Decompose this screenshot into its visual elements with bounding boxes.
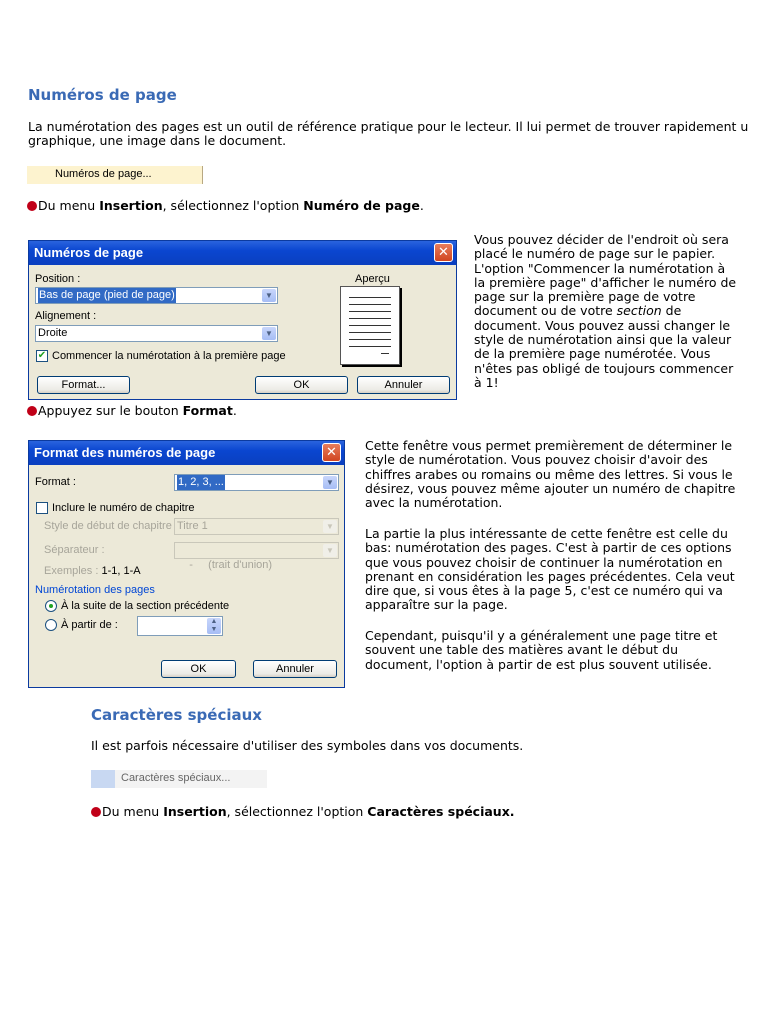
separator-select[interactable]: - (trait d'union) ▼ [174,542,339,559]
start-first-page-checkbox[interactable]: ✔ [37,350,47,361]
continue-previous-label: À la suite de la section précédente [61,600,230,612]
continue-previous-radio[interactable] [45,600,57,612]
chevron-down-icon: ▼ [323,476,337,489]
ok-button[interactable]: OK [255,376,348,394]
menu-item-page-numbers [27,166,203,184]
bullet-icon [27,201,37,211]
spinner-arrows-icon[interactable]: ▲ ▼ [207,618,221,634]
step-3-text: Du menu Insertion, sélectionnez l'option Caractères spéciaux. [91,805,515,820]
page-number-format-dialog [28,440,345,688]
dialog-title: Numéros de page [34,245,144,260]
intro-line-1: La numérotation des pages est un outil de référence pratique pour le lecteur. Il lui permet de trouver rapidement u [28,119,749,134]
ok-button[interactable]: OK [161,660,236,678]
alignment-select[interactable]: Droite ▼ [35,325,278,342]
position-select[interactable]: Bas de page (pied de page) ▼ [35,287,278,304]
page-preview [340,286,400,365]
step-1-text: Du menu Insertion, sélectionnez l'option Numéro de page. [27,199,424,214]
format-button[interactable]: Format... [37,376,130,394]
cancel-button[interactable]: Annuler [253,660,337,678]
format-label: Format : [35,476,76,488]
start-at-label: À partir de : [61,619,118,631]
menu-item-special-characters [91,770,267,788]
close-icon[interactable]: ✕ [322,443,341,462]
section-heading-special-characters: Caractères spéciaux [91,706,262,724]
separator-label: Séparateur : [44,544,105,556]
description-paragraph-2: Cette fenêtre vous permet premièrement de déterminer le style de numérotation. Vous pouvez choisir d'avoir des chiffres arabes ou romains ou même des lettres. Si vous le désirez, vous pouvez même ajouter un numéro de chapitre avec la numérotation. [365,438,736,511]
start-first-page-label: Commencer la numérotation à la première page [52,350,286,362]
special-characters-intro: Il est parfois nécessaire d'utiliser des symboles dans vos documents. [91,738,524,753]
include-chapter-label: Inclure le numéro de chapitre [52,502,195,514]
start-at-spinner[interactable] [137,616,223,636]
include-chapter-checkbox[interactable] [36,502,48,514]
chevron-down-icon: ▼ [323,520,337,533]
chevron-down-icon: ▼ [323,544,337,557]
cancel-button[interactable]: Annuler [357,376,450,394]
intro-line-2: graphique, une image dans le document. [28,133,287,148]
examples-row: Exemples : 1-1, 1-A [44,565,141,577]
dialog-title: Format des numéros de page [34,445,216,460]
bullet-icon [91,807,101,817]
start-at-radio[interactable] [45,619,57,631]
position-label: Position : [35,273,81,285]
bullet-icon [27,406,37,416]
description-paragraph-1: Vous pouvez décider de l'endroit où sera placé le numéro de page sur le papier. L'option "Commencer la numérotation à la première page" d'afficher le numéro de page sur la première page de votre document ou de votre section de document. Vous pouvez aussi changer le style de numérotation ainsi que la valeur de la première page numérotée. Vous n'êtes pas obligé de toujours commencer à 1! [474,232,737,390]
preview-label: Aperçu [355,273,390,285]
section-heading-page-numbers: Numéros de page [28,86,177,104]
description-paragraph-3: La partie la plus intéressante de cette fenêtre est celle du bas: numérotation des pages. C'est à partir de ces options que vous pouvez choisir de continuer la numérotation en prenant en considération les pages précédentes. Cela veut dire que, si vous êtes à la page 5, c'est ce numéro qui va apparaître sur la page. [365,526,735,613]
step-2-text: Appuyez sur le bouton Format. [27,404,237,419]
alignment-label: Alignement : [35,310,97,322]
description-paragraph-4: Cependant, puisqu'il y a généralement une page titre et souvent une table des matières avant le début du document, l'option à partir de est plus souvent utilisée. [365,628,718,672]
dialog-title-bar [29,241,456,265]
page-numbering-group-label: Numérotation des pages [35,584,155,596]
menu-item-label: Caractères spéciaux... [121,772,231,784]
format-select[interactable]: 1, 2, 3, ... ▼ [174,474,339,491]
chapter-style-label: Style de début de chapitre [44,520,172,532]
dialog-title-bar [29,441,344,465]
close-icon[interactable]: ✕ [434,243,453,262]
menu-item-label: Numéros de page... [55,168,152,180]
chevron-down-icon: ▼ [262,327,276,340]
page-numbers-dialog [28,240,457,400]
chapter-style-select[interactable]: Titre 1 ▼ [174,518,339,535]
chevron-down-icon: ▼ [262,289,276,302]
